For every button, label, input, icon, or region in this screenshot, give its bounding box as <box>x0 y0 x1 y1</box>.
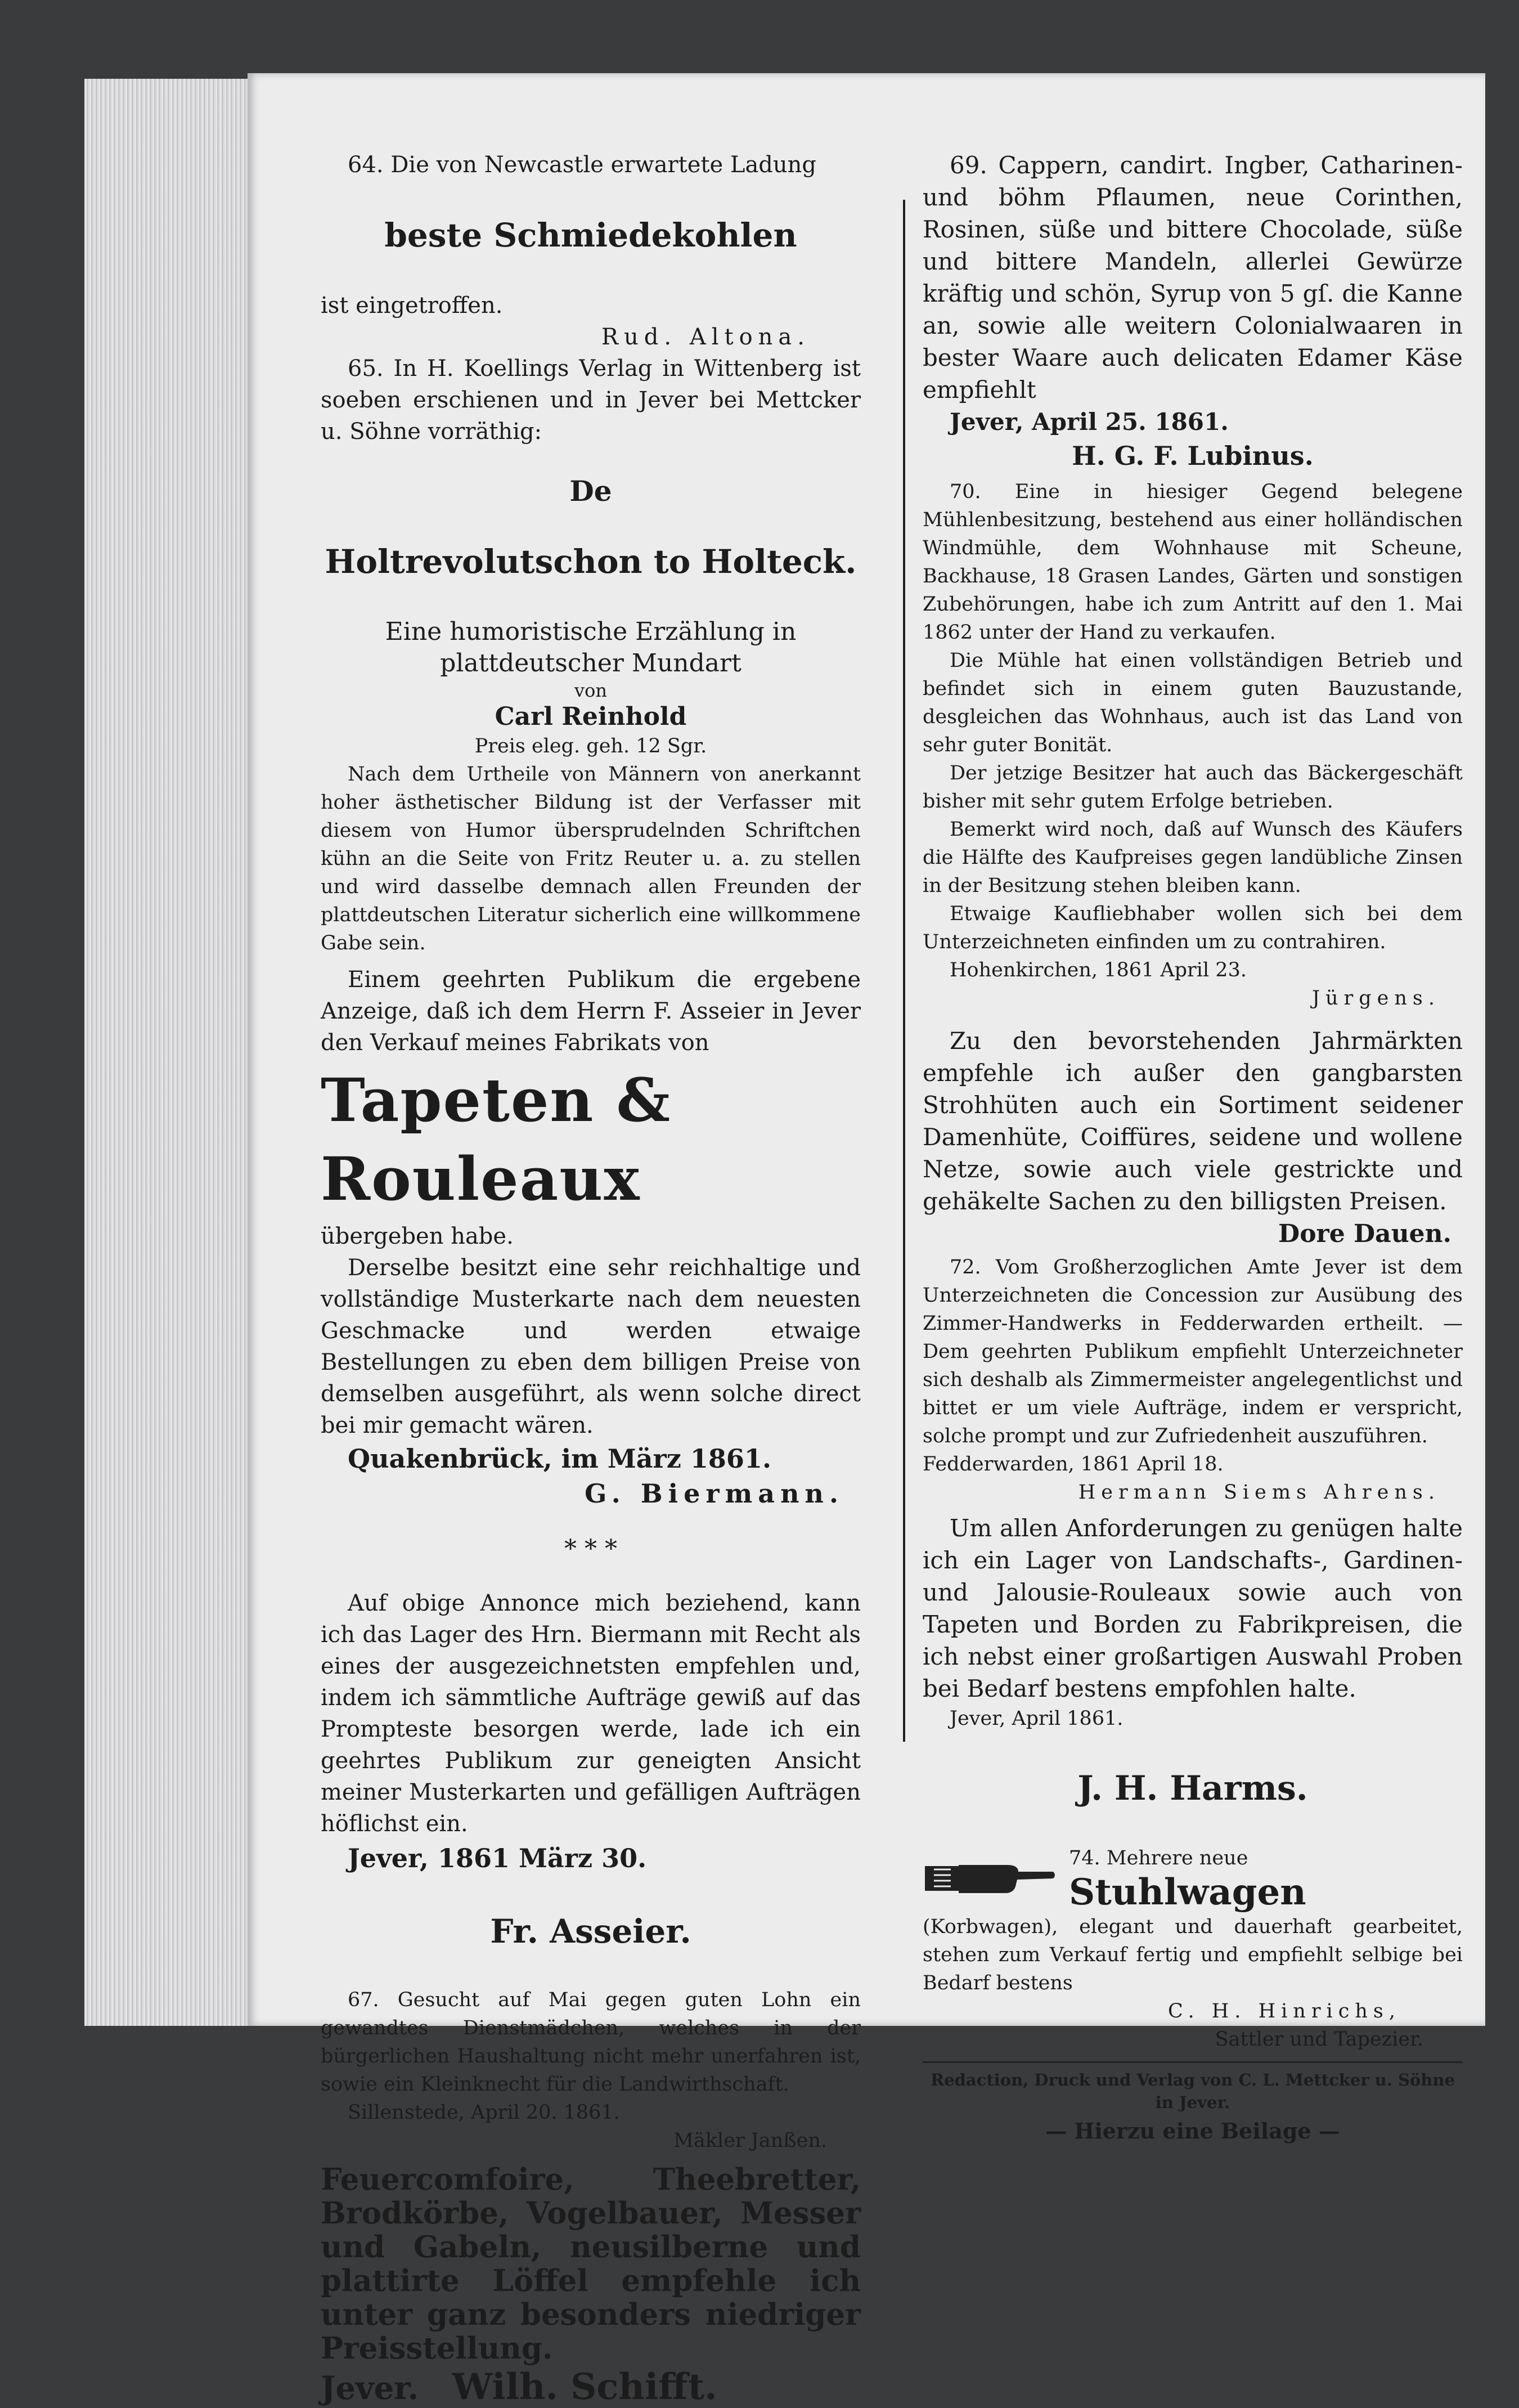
ad-67 <box>321 1986 861 2155</box>
ad-66-intro: Einem geehrten Publikum die ergebene Anzeige, daß ich dem Herrn F. Asseier in Jever den Verkauf meines Fabrikats von <box>321 967 861 1056</box>
ad-66-stars: * * * <box>564 1535 617 1563</box>
ad-70-place: Hohenkirchen, 1861 April 23. <box>950 959 1247 981</box>
ad-69-signature: H. G. F. Lubinus. <box>1072 441 1314 471</box>
ad-74 <box>923 1844 1463 2053</box>
ad-65-intro: 65. In H. Koellings Verlag in Wittenberg ist soeben erschienen und in Jever bei Mettcker u. Söhne vorräthig: <box>321 356 861 445</box>
ad-65-text: Nach dem Urtheile von Männern von anerkannt hoher ästhetischer Bildung ist der Verfasser mit diesem von Humor übersprudelnden Schriftchen kühn an die Seite von Fritz Reuter u. a. zu stellen und wird dasselbe demnach allen Freunden der plattdeutschen Literatur sicherlich eine willkommene Gabe sein. <box>321 763 861 954</box>
supplement-note: — Hierzu eine Beilage — <box>1045 2118 1340 2144</box>
imprint: Redaction, Druck und Verlag von C. L. Mettcker u. Söhne in Jever. <box>931 2070 1455 2112</box>
ad-65-de: De <box>569 474 612 508</box>
ad-65 <box>321 353 861 957</box>
footer-rule <box>923 2061 1463 2063</box>
ad-66-headline: Tapeten & Rouleaux <box>321 1065 672 1214</box>
ad-74-headline: Stuhlwagen <box>1069 1871 1306 1913</box>
newspaper-page <box>248 73 1485 2408</box>
ad-68-footer <box>321 2366 861 2408</box>
ad-74-header <box>923 1844 1463 1913</box>
ad-70-text: 70. Eine in hiesiger Gegend belegene Mühlenbesitzung, bestehend aus einer holländischen Windmühle, dem Wohnhause mit Scheune, Backhause, 18 Grasen Landes, Gärten und sonstigen Zubehörungen, habe ich zum Antritt auf den 1. Mai 1862 unter der Hand zu verkaufen. <box>923 481 1463 644</box>
ad-65-title: Holtrevolutschon to Holteck. <box>325 542 857 581</box>
ad-65-author: Carl Reinhold <box>495 702 687 731</box>
ad-74-signature2: Sattler und Tapezier. <box>1215 2028 1423 2051</box>
pointing-hand-icon <box>923 1849 1058 1908</box>
ad-66-place: Quakenbrück, im März 1861. <box>348 1443 771 1474</box>
ad-71-signature: Dore Dauen. <box>1278 1219 1451 1248</box>
ad-68-signature: Wilh. Schifft. <box>452 2366 717 2408</box>
ad-66-place2: Jever, 1861 März 30. <box>348 1843 647 1873</box>
ad-66-text2: Auf obige Annonce mich beziehend, kann ich das Lager des Hrn. Biermann mit Recht als eines der ausgezeichnetsten empfehlen und, indem ich sämmtliche Aufträge gewiß auf das Prompteste besorgen werde, lade ich ein geehrtes Publikum zur geneigten Ansicht meiner Musterkarten und gefälligen Aufträgen höflichst ein. <box>321 1590 861 1837</box>
ad-68 <box>321 2163 861 2407</box>
ad-73 <box>923 1512 1463 1810</box>
ad-72 <box>923 1253 1463 1506</box>
ad-65-von: von <box>574 680 607 701</box>
left-column <box>321 149 861 2407</box>
ad-70-p5: Etwaige Kaufliebhaber wollen sich bei dem Unterzeichneten einfinden um zu contrahiren. <box>923 903 1463 953</box>
ad-71-text: Zu den bevorstehenden Jahrmärkten empfehle ich außer den gangbarsten Strohhüten auch ein Sortiment seidener Damenhüte, Coiffüres, seidene und wollene Netze, sowie auch viele gestrickte und gehäkelte Sachen zu den billigsten Preisen. <box>923 1027 1463 1215</box>
ad-73-place: Jever, April 1861. <box>950 1707 1123 1730</box>
ad-65-price: Preis eleg. geh. 12 Sgr. <box>474 735 707 757</box>
ad-66-text: Derselbe besitzt eine sehr reichhaltige und vollständige Musterkarte nach dem neuesten Geschmacke und werden etwaige Bestellungen zu eben dem billigen Preise von demselben ausgeführt, als wenn solche direct bei mir gemacht wären. <box>321 1255 861 1438</box>
ad-64-signature: Rud. Altona. <box>601 324 810 350</box>
book-page-edges <box>84 79 264 2026</box>
ad-74-number: 74. Mehrere neue <box>1069 1847 1248 1869</box>
ad-72-place: Fedderwarden, 1861 April 18. <box>923 1453 1224 1476</box>
right-column <box>923 149 1463 2146</box>
ad-71 <box>923 1025 1463 1251</box>
ad-70 <box>923 478 1463 1012</box>
ad-69 <box>923 149 1463 473</box>
ad-67-place: Sillenstede, April 20. 1861. <box>348 2101 620 2124</box>
ad-74-title-block <box>1069 1844 1306 1913</box>
ad-64 <box>321 149 861 353</box>
ad-69-text: 69. Cappern, candirt. Ingber, Catharinen- und böhm Pflaumen, neue Corinthen, Rosinen, süße und bittere Chocolade, süße und bittere Mandeln, allerlei Gewürze kräftig und schön, Syrup von 5 gſ. die Kanne an, sowie alle weitern Colonialwaaren in bester Waare auch delicaten Edamer Käse empfiehlt <box>923 151 1463 403</box>
ad-68-place: Jever. <box>321 2370 419 2407</box>
ad-70-p4: Bemerkt wird noch, daß auf Wunsch des Käufers die Hälfte des Kaufpreises gegen landübliche Zinsen in der Besitzung stehen bleiben kann. <box>923 818 1463 897</box>
ad-64-line1: 64. Die von Newcastle erwartete Ladung <box>348 152 817 178</box>
ad-64-line3: ist eingetroffen. <box>321 293 503 319</box>
ad-74-signature: C. H. Hinrichs, <box>1168 2000 1401 2023</box>
ad-66-signature: G. Biermann. <box>585 1478 844 1509</box>
ad-66-signature2: Fr. Asseier. <box>490 1912 691 1950</box>
ad-73-text: Um allen Anforderungen zu genügen halte ich ein Lager von Landschafts-, Gardinen- und Jalousie-Rouleaux sowie auch von Tapeten und Borden zu Fabrikpreisen, die ich nebst einer großartigen Auswahl Proben bei Bedarf bestens empfohlen halte. <box>923 1514 1463 1702</box>
ad-65-subtitle: Eine humoristische Erzählung in plattdeutscher Mundart <box>385 617 797 678</box>
ad-70-signature: Jürgens. <box>1311 987 1440 1010</box>
ad-67-text: 67. Gesucht auf Mai gegen guten Lohn ein gewandtes Dienstmädchen, welches in der bürgerlichen Haushaltung nicht mehr unerfahren ist, sowie ein Kleinknecht für die Landwirthschaft. <box>321 1989 861 2096</box>
ad-74-text: (Korbwagen), elegant und dauerhaft gearbeitet, stehen zum Verkauf fertig und empfiehlt selbige bei Bedarf bestens <box>923 1916 1463 1994</box>
ad-68-text: Feuercomfoire, Theebretter, Brodkörbe, Vogelbauer, Messer und Gabeln, neusilberne und plattirte Löffel empfehle ich unter ganz besonders niedriger Preisstellung. <box>321 2162 861 2366</box>
ad-72-signature: Hermann Siems Ahrens. <box>1078 1481 1440 1504</box>
ad-70-p2: Die Mühle hat einen vollständigen Betrieb und befindet sich in einem guten Bauzustande, desgleichen das Wohnhaus, auch ist das Land von sehr guter Bonität. <box>923 649 1463 756</box>
ad-66-after: übergeben habe. <box>321 1223 514 1249</box>
ad-70-p3: Der jetzige Besitzer hat auch das Bäckergeschäft bisher mit sehr gutem Erfolge betrieben. <box>923 762 1463 813</box>
ad-64-headline: beste Schmiedekohlen <box>384 216 797 254</box>
ad-72-text: 72. Vom Großherzoglichen Amte Jever ist dem Unterzeichneten die Concession zur Ausübung des Zimmer-Handwerks in Fedderwarden ertheilt. — Dem geehrten Publikum empfiehlt Unterzeichneter sich deshalb als Zimmermeister angelegentlichst und bittet er um viele Aufträge, indem er verspricht, solche prompt und zur Zufriedenheit auszuführen. <box>923 1256 1463 1447</box>
column-divider <box>903 200 905 1742</box>
ad-67-signature: Mäkler Janßen. <box>673 2129 827 2152</box>
ad-69-place: Jever, April 25. 1861. <box>950 408 1229 436</box>
ad-66 <box>321 964 861 1953</box>
ad-73-signature: J. H. Harms. <box>1077 1769 1308 1808</box>
